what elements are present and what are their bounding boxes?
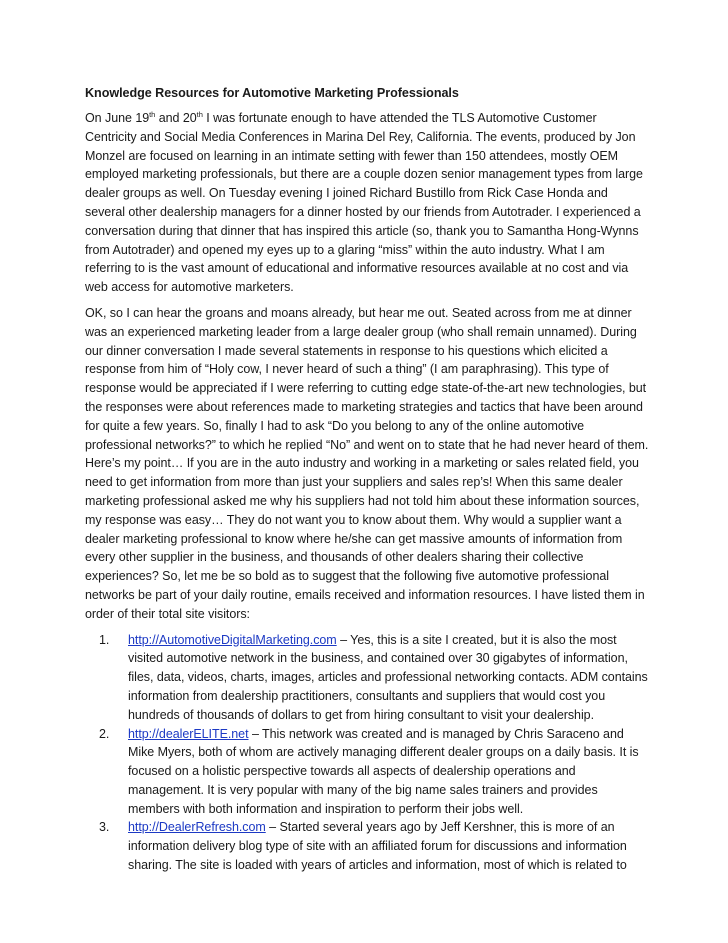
network-list: [85, 631, 650, 875]
list-item-text: – This network was created and is managed by Chris Saraceno and Mike Myers, both of whom are actively managing different dealer groups on a daily basis. It is focused on a holistic perspective towards all aspects of dealership operations and management. It is very popular with many of the big name sales trainers and provides members with both information and inspiration to perform their jobs well.: [128, 726, 639, 816]
list-item: [85, 818, 650, 874]
intro-text-b: and 20: [155, 111, 197, 125]
list-number: 1.: [99, 632, 110, 647]
superscript-th-1: th: [149, 109, 156, 119]
link-dealer-elite[interactable]: http://dealerELITE.net: [128, 726, 249, 741]
document-title: Knowledge Resources for Automotive Marketing Professionals: [85, 86, 459, 100]
paragraph-intro: [85, 109, 650, 297]
link-dealer-refresh[interactable]: http://DealerRefresh.com: [128, 820, 266, 835]
superscript-th-2: th: [196, 109, 203, 119]
list-item-text: – Yes, this is a site I created, but it is also the most visited automotive network in the business, and contained over 30 gigabytes of information, files, data, videos, charts, images, articles and professional networking contacts. ADM contains information from dealership practitioners, consultants and suppliers that would cost you hundreds of thousands of dollars to get from hiring consultant to visit your dealership.: [128, 632, 648, 722]
document-page: [85, 84, 650, 875]
link-automotive-digital-marketing[interactable]: http://AutomotiveDigitalMarketing.com: [128, 632, 337, 647]
list-number: 3.: [99, 820, 110, 835]
list-item: [85, 631, 650, 725]
list-item-text: – Started several years ago by Jeff Kershner, this is more of an information delivery blog type of site with an affiliated forum for discussions and information sharing. The site is loaded with years of articles and information, most of which is related to: [128, 820, 627, 873]
list-number: 2.: [99, 726, 110, 741]
intro-text-c: I was fortunate enough to have attended the TLS Automotive Customer Centricity and Social Media Conferences in Marina Del Rey, California. The events, produced by Jon Monzel are focused on learning in an intimate setting with fewer than 150 attendees, mostly OEM employed marketing professionals, but there are a couple dozen senior management types from large dealer groups as well. On Tuesday evening I joined Richard Bustillo from Rick Case Honda and several other dealership managers for a dinner hosted by our friends from Autotrader. I experienced a conversation during that dinner that has inspired this article (so, thank you to Samantha Hong-Wynns from Autotrader) and opened my eyes up to a glaring “miss” within the auto industry. What I am referring to is the vast amount of educational and informative resources available at no cost and via web access for automotive marketers.: [85, 111, 643, 295]
paragraph-dinner-conversation: OK, so I can hear the groans and moans already, but hear me out. Seated across from me at dinner was an experienced marketing leader from a large dealer group (who shall remain unnamed). During our dinner conversation I made several statements in response to his questions which elicited a response from him of “Holy cow, I never heard of such a thing” (I am paraphrasing). This type of response would be appreciated if I were referring to cutting edge state-of-the-art new technologies, but the responses were about references made to marketing strategies and tactics that have been around for quite a few years. So, finally I had to ask “Do you belong to any of the online automotive professional networks?” to which he replied “No” and went on to state that he had never heard of them. Here’s my point… If you are in the auto industry and working in a marketing or sales related field, you need to get information from more than just your suppliers and sales rep’s! When this same dealer marketing professional asked me why his suppliers had not told him about these information sources, my response was easy… They do not want you to know about them. Why would a supplier want a dealer marketing professional to know where he/she can get massive amounts of information from every other supplier in the business, and thousands of other dealers sharing their collective experiences? So, let me be so bold as to suggest that the following five automotive professional networks be part of your daily routine, emails received and information resources. I have listed them in order of their total site visitors:: [85, 305, 649, 621]
list-item: [85, 725, 650, 819]
intro-text-a: On June 19: [85, 111, 150, 125]
